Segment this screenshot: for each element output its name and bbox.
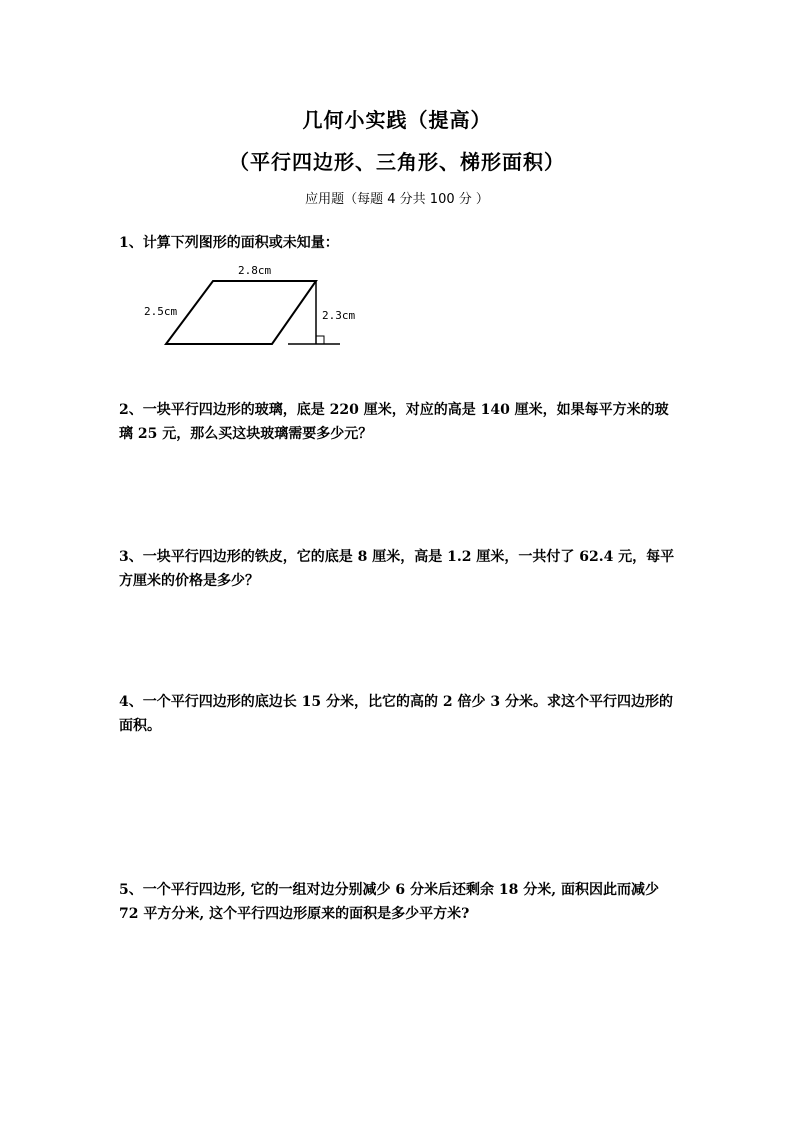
top-side-label: 2.8cm <box>238 264 272 277</box>
page-subtitle: （平行四边形、三角形、梯形面积） <box>229 150 565 174</box>
question-5: 5、一个平行四边形, 它的一组对边分别减少 6 分米后还剩余 18 分米, 面积因此而减少 72 平方分米, 这个平行四边形原来的面积是多少平方米? <box>119 882 659 922</box>
question-3: 3、一块平行四边形的铁皮，它的底是 8 厘米，高是 1.2 厘米，一共付了 62.4 元，每平方厘米的价格是多少？ <box>119 549 675 589</box>
instruction-text: 应用题（每题 4 分共 100 分 ） <box>305 192 489 207</box>
question-1: 1、计算下列图形的面积或未知量： <box>119 235 339 251</box>
question-2: 2、一块平行四边形的玻璃，底是 220 厘米，对应的高是 140 厘米，如果每平方米的玻璃 25 元，那么买这块玻璃需要多少元？ <box>119 402 669 442</box>
parallelogram-figure <box>0 0 794 400</box>
height-label: 2.3cm <box>322 309 356 322</box>
parallelogram-shape <box>166 281 316 344</box>
question-4: 4、一个平行四边形的底边长 15 分米，比它的高的 2 倍少 3 分米。求这个平行四边形的面积。 <box>119 694 673 734</box>
page-title: 几何小实践（提高） <box>302 108 492 132</box>
left-side-label: 2.5cm <box>144 305 178 318</box>
right-angle-mark <box>316 336 324 344</box>
